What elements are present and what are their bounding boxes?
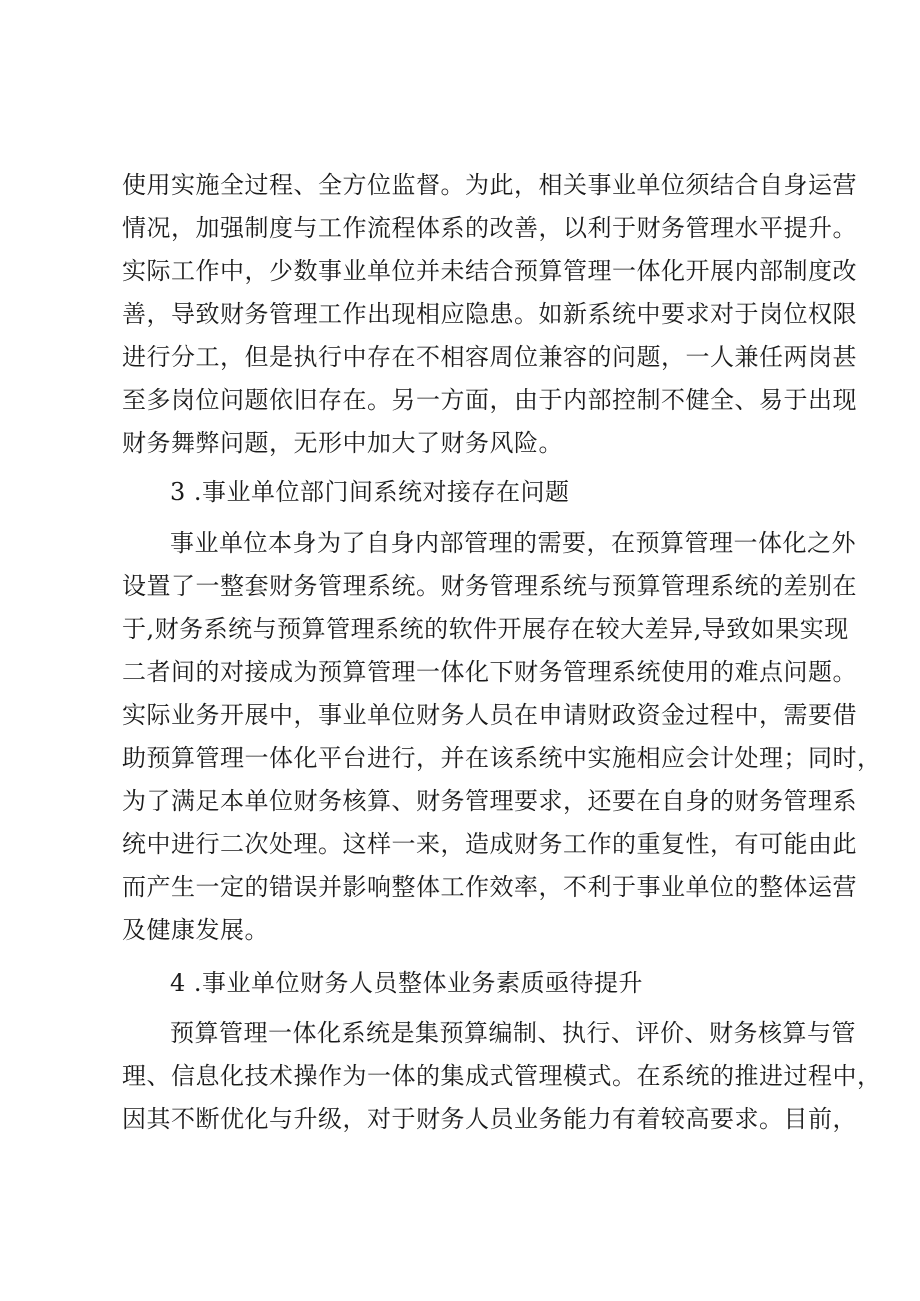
paragraph-3-line-3: 因其不断优化与升级，对于财务人员业务能力有着较高要求。目前， [122, 1105, 857, 1133]
paragraph-1-line-5: 进行分工，但是执行中存在不相容周位兼容的问题，一人兼任两岗甚 [122, 343, 857, 371]
paragraph-2-line-7: 为了满足本单位财务核算、财务管理要求，还要在自身的财务管理系 [122, 787, 857, 815]
paragraph-1-line-3: 实际工作中，少数事业单位并未结合预算管理一体化开展内部制度改 [122, 257, 857, 285]
paragraph-3-line-1: 预算管理一体化系统是集预算编制、执行、评价、财务核算与管 [170, 1019, 856, 1047]
paragraph-2-line-3: 于,财务系统与预算管理系统的软件开展存在较大差异,导致如果实现 [122, 615, 849, 643]
paragraph-1-line-6: 至多岗位问题依旧存在。另一方面，由于内部控制不健全、易于出现 [122, 386, 857, 414]
paragraph-2-line-9: 而产生一定的错误并影响整体工作效率，不利于事业单位的整体运营 [122, 873, 857, 901]
paragraph-1-line-4: 善，导致财务管理工作出现相应隐患。如新系统中要求对于岗位权限 [122, 300, 857, 328]
paragraph-2-line-5: 实际业务开展中，事业单位财务人员在申请财政资金过程中，需要借 [122, 701, 857, 729]
paragraph-2-line-4: 二者间的对接成为预算管理一体化下财务管理系统使用的难点问题。 [122, 658, 857, 686]
paragraph-2-line-6: 助预算管理一体化平台进行，并在该系统中实施相应会计处理；同时， [122, 744, 882, 772]
paragraph-1-line-2: 情况，加强制度与工作流程体系的改善，以利于财务管理水平提升。 [122, 214, 857, 242]
paragraph-1-line-1: 使用实施全过程、全方位监督。为此，相关事业单位须结合自身运营 [122, 171, 857, 199]
section-heading-4: 4 .事业单位财务人员整体业务素质亟待提升 [170, 969, 644, 997]
paragraph-3-line-2: 理、信息化技术操作为一体的集成式管理模式。在系统的推进过程中， [122, 1062, 882, 1090]
paragraph-2-line-1: 事业单位本身为了自身内部管理的需要，在预算管理一体化之外 [170, 529, 856, 557]
paragraph-2-line-2: 设置了一整套财务管理系统。财务管理系统与预算管理系统的差别在 [122, 572, 857, 600]
paragraph-2-line-10: 及健康发展。 [122, 916, 269, 944]
paragraph-1-line-7: 财务舞弊问题，无形中加大了财务风险。 [122, 429, 563, 457]
paragraph-2-line-8: 统中进行二次处理。这样一来，造成财务工作的重复性，有可能由此 [122, 830, 857, 858]
section-heading-3: 3 .事业单位部门间系统对接存在问题 [170, 478, 570, 506]
